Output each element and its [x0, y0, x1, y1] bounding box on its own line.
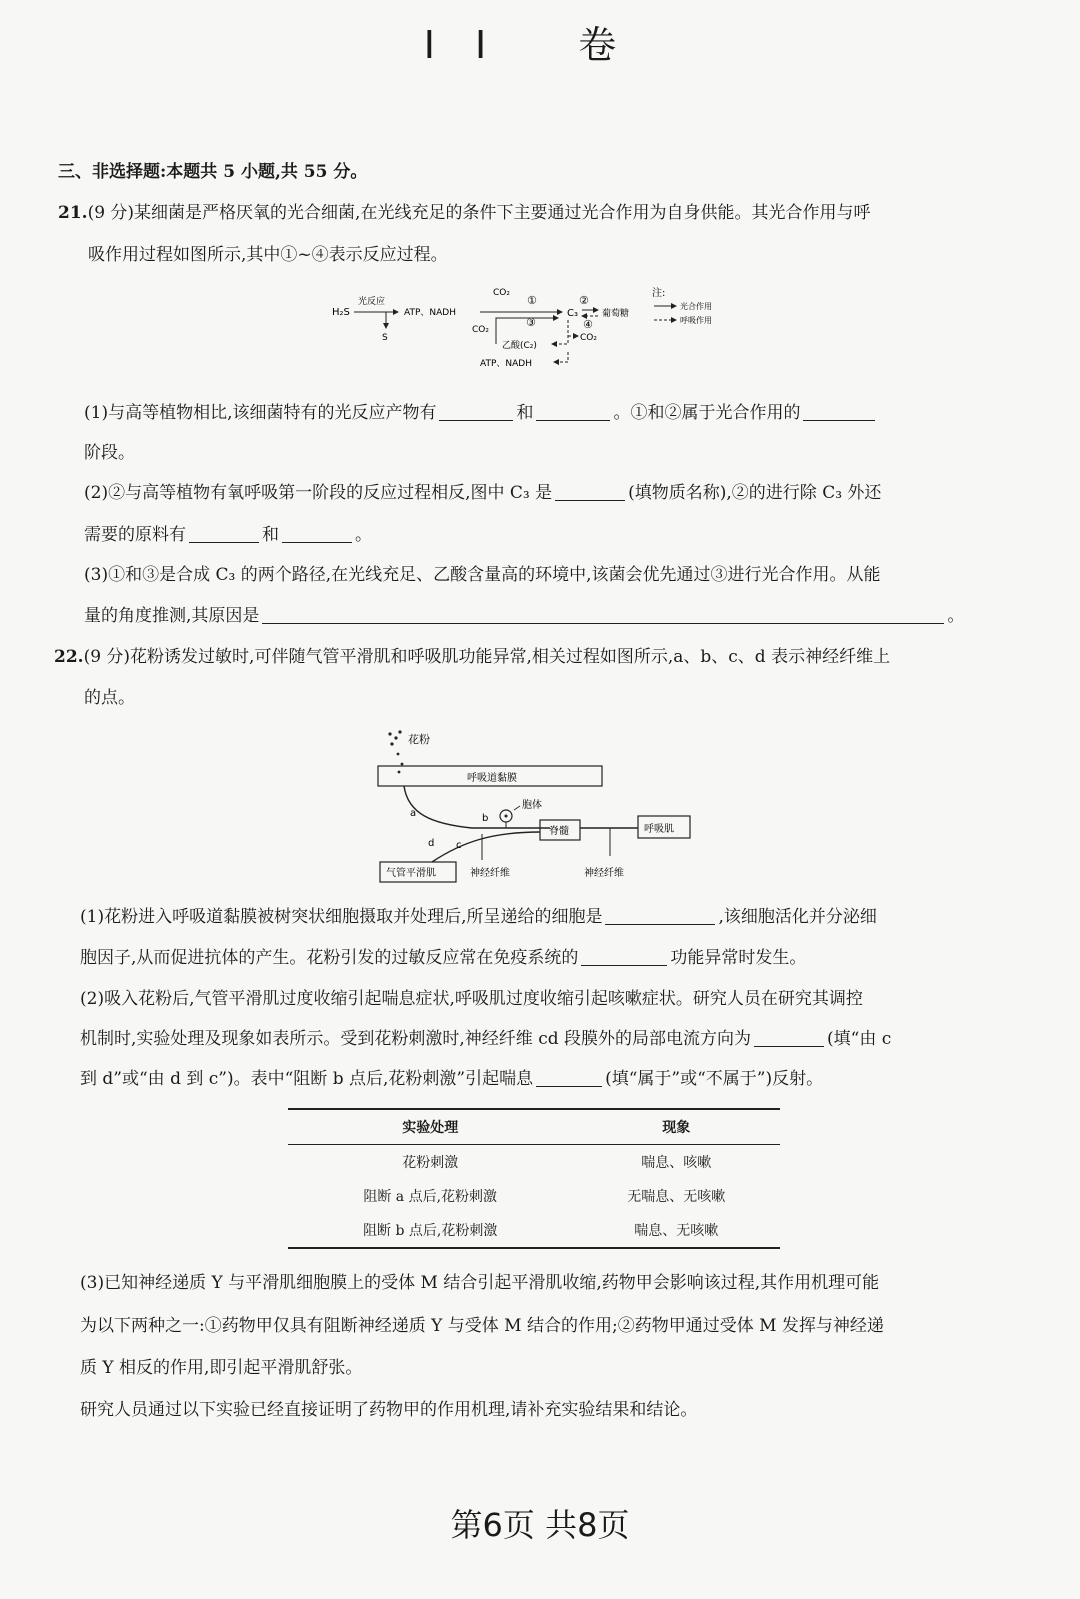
q21-answer-blank-5[interactable]: [189, 524, 259, 543]
section-header: 三、非选择题:本题共 5 小题,共 55 分。: [58, 162, 368, 182]
q21-atp-nadh-2: ATP、NADH: [480, 359, 532, 369]
q22-spinal-cord: 脊髓: [549, 826, 569, 837]
q22-point-a: a: [410, 808, 417, 819]
q21-stem-text1: (9 分)某细菌是严格厌氧的光合细菌,在光线充足的条件下主要通过光合作用为自身供能。其光合作用与呼: [87, 203, 871, 223]
q22-nerve-fiber-1: 神经纤维: [470, 868, 510, 879]
q21-answer-blank-4[interactable]: [555, 482, 625, 501]
q21-process-3: ③: [526, 316, 536, 329]
q21-p3-line1: (3)①和③是合成 C₃ 的两个路径,在光线充足、乙酸含量高的环境中,该菌会优先通过③进行光合作用。从能: [84, 565, 881, 585]
q22-diagram: [372, 724, 702, 888]
q22-smooth-muscle: 气管平滑肌: [386, 868, 436, 879]
q21-p1-text-a: (1)与高等植物相比,该细菌特有的光反应产物有: [84, 403, 437, 423]
q21-p2-text-c: 需要的原料有: [84, 525, 186, 545]
q21-p3-line2: [84, 604, 964, 628]
q21-co2-right: CO₂: [580, 333, 597, 343]
q22-respiratory-muscle: 呼吸肌: [644, 824, 674, 835]
q22-p3-line1: (3)已知神经递质 Y 与平滑肌细胞膜上的受体 M 结合引起平滑肌收缩,药物甲会影响该过程,其作用机理可能: [80, 1273, 880, 1293]
q21-diagram: [330, 282, 740, 372]
q22-efferent-fiber-smooth: [432, 832, 540, 862]
q22-stem-line1: [54, 645, 890, 669]
q22-answer-blank-4[interactable]: [536, 1068, 602, 1087]
q21-number: 21.: [58, 203, 88, 223]
q22-p1-text-b: ,该细胞活化并分泌细: [718, 907, 877, 927]
table-row: [288, 1179, 780, 1213]
q22-point-c: c: [456, 840, 462, 851]
q21-process-1: ①: [527, 294, 537, 307]
q21-answer-blank-6[interactable]: [282, 524, 352, 543]
q21-process-2: ②: [579, 294, 589, 307]
q21-atp-nadh: ATP、NADH: [404, 308, 456, 318]
q22-stem-text1: (9 分)花粉诱发过敏时,可伴随气管平滑肌和呼吸肌功能异常,相关过程如图所示,a、b、c、d 表示神经纤维上: [83, 647, 891, 667]
q22-nerve-fiber-2: 神经纤维: [584, 868, 624, 879]
q21-p1-line1: [84, 401, 878, 425]
q21-legend-respiration: 呼吸作用: [680, 316, 712, 325]
table-cell-treatment: 花粉刺激: [402, 1155, 459, 1171]
table-header-phenomenon: 现象: [662, 1120, 691, 1136]
q22-point-d: d: [428, 838, 435, 849]
q22-answer-blank-2[interactable]: [581, 947, 667, 966]
q22-p2-text-b: (填“由 c: [827, 1029, 892, 1049]
q21-light-reaction: 光反应: [358, 297, 386, 307]
table-row: [288, 1145, 780, 1180]
q21-co2-left: CO₂: [472, 325, 489, 335]
q22-p1-text-c: 胞因子,从而促进抗体的产生。花粉引发的过敏反应常在免疫系统的: [80, 948, 579, 968]
q22-p2-line3: [80, 1067, 823, 1091]
q22-answer-blank-3[interactable]: [754, 1028, 824, 1047]
q22-p2-text-a: 机制时,实验处理及现象如表所示。受到花粉刺激时,神经纤维 cd 段膜外的局部电流方向为: [80, 1029, 752, 1049]
q22-p2-line2: [80, 1027, 891, 1051]
q21-s: S: [382, 333, 388, 343]
q21-note: 注:: [652, 288, 666, 299]
table-header-treatment: 实验处理: [402, 1120, 459, 1136]
q22-cell-body: 胞体: [522, 800, 542, 811]
q22-experiment-table: [288, 1108, 780, 1249]
q22-p1-line1: [80, 905, 877, 929]
q21-p3-text-a: 量的角度推测,其原因是: [84, 606, 260, 626]
q21-arrow-resp: [552, 320, 568, 344]
q22-p1-line2: [80, 946, 806, 970]
q21-p2-text-d: 和: [262, 525, 279, 545]
q21-p2-text-a: (2)②与高等植物有氧呼吸第一阶段的反应过程相反,图中 C₃ 是: [84, 483, 553, 503]
q21-p2-line1: [84, 481, 881, 505]
q22-p4-line1: 研究人员通过以下实验已经直接证明了药物甲的作用机理,请补充实验结果和结论。: [80, 1400, 698, 1420]
q21-p1-text-b: 和: [516, 403, 534, 423]
q21-legend-photosynthesis: 光合作用: [680, 302, 712, 311]
q22-mucosa: 呼吸道黏膜: [467, 773, 517, 784]
q22-answer-blank-1[interactable]: [605, 906, 715, 925]
q22-pollen: 花粉: [408, 733, 430, 746]
table-cell-treatment: 阻断 b 点后,花粉刺激: [363, 1223, 498, 1239]
q21-p1-text-c: 。①和②属于光合作用的: [613, 403, 801, 423]
table-cell-phenomenon: 无喘息、无咳嗽: [627, 1189, 726, 1205]
q21-answer-blank-2[interactable]: [536, 402, 610, 421]
q22-p2-line1: (2)吸入花粉后,气管平滑肌过度收缩引起喘息症状,呼吸肌过度收缩引起咳嗽症状。研究人员在研究其调控: [80, 989, 863, 1009]
q21-stem-line2: 吸作用过程如图所示,其中①~④表示反应过程。: [88, 245, 448, 265]
q22-p1-text-a: (1)花粉进入呼吸道黏膜被树突状细胞摄取并处理后,所呈递给的细胞是: [80, 907, 603, 927]
table-cell-phenomenon: 喘息、咳嗽: [641, 1155, 712, 1171]
q21-process-4: ④: [583, 318, 593, 331]
q21-answer-blank-7[interactable]: [262, 605, 944, 624]
q22-p1-text-d: 功能异常时发生。: [670, 948, 807, 968]
q21-p1-line2: 阶段。: [84, 443, 135, 463]
table-header-row: [288, 1109, 780, 1145]
q21-p3-text-b: 。: [947, 606, 965, 626]
page-footer: 第6页 共8页: [450, 1506, 630, 1544]
q21-p2-line2: [84, 523, 372, 547]
q21-glucose: 葡萄糖: [602, 309, 630, 319]
q21-p2-text-e: 。: [355, 525, 372, 545]
q22-p2-text-c: 到 d”或“由 d 到 c”)。表中“阻断 b 点后,花粉刺激”引起喘息: [80, 1069, 534, 1089]
q21-acetic-acid: 乙酸(C₂): [502, 341, 537, 351]
table-row: [288, 1213, 780, 1248]
q21-answer-blank-1[interactable]: [439, 402, 513, 421]
q22-p2-text-d: (填“属于”或“不属于”)反射。: [605, 1069, 824, 1089]
q21-co2-top: CO₂: [493, 288, 510, 298]
q21-answer-blank-3[interactable]: [803, 402, 875, 421]
q21-h2s: H₂S: [332, 307, 350, 318]
page-title: II 卷: [423, 23, 657, 67]
table-cell-treatment: 阻断 a 点后,花粉刺激: [363, 1189, 498, 1205]
q22-point-b: b: [482, 813, 489, 824]
q22-p3-line3: 质 Y 相反的作用,即引起平滑肌舒张。: [80, 1358, 363, 1378]
q21-p2-text-b: (填物质名称),②的进行除 C₃ 外还: [628, 483, 882, 503]
q21-stem-line1: [58, 201, 870, 225]
q22-stem-line2: 的点。: [84, 688, 135, 708]
q22-number: 22.: [54, 647, 84, 667]
table-cell-phenomenon: 喘息、无咳嗽: [634, 1223, 719, 1239]
q22-p3-line2: 为以下两种之一:①药物甲仅具有阻断神经递质 Y 与受体 M 结合的作用;②药物甲通过受体 M 发挥与神经递: [80, 1316, 884, 1336]
q21-c3: C₃: [567, 308, 578, 319]
